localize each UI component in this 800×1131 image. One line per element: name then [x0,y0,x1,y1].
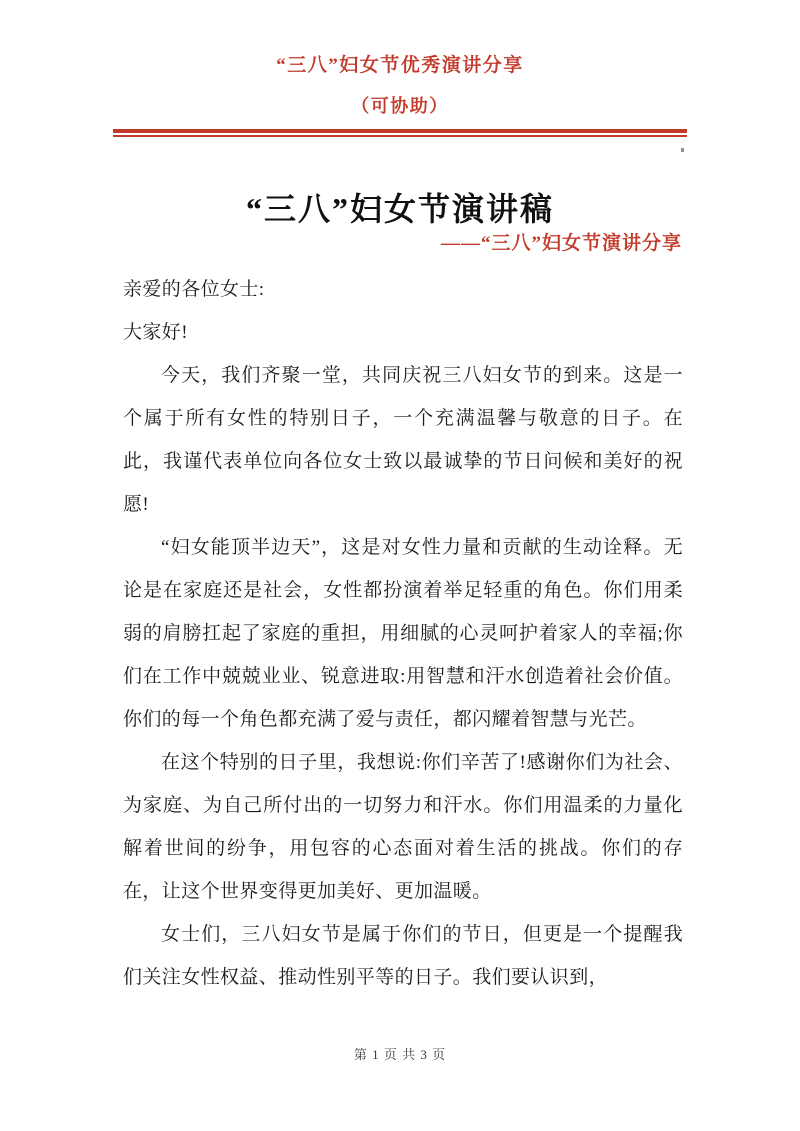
document-body [123,268,683,999]
title-byline: ——“三八”妇女节演讲分享 [440,233,682,254]
scan-artifact-speck [681,148,684,152]
paragraph-rights: 女士们，三八妇女节是属于你们的节日，但更是一个提醒我们关注女性权益、推动性别平等的日子。我们要认识到， [123,924,683,988]
header-subtitle: （可协助） [351,96,449,116]
paragraph-half-the-sky: “妇女能顶半边天”，这是对女性力量和贡献的生动诠释。无论是在家庭还是社会，女性都扮演着举足轻重的角色。你们用柔弱的肩膀扛起了家庭的重担，用细腻的心灵呵护着家人的幸福;你们在工作中兢兢业业、锐意进取:用智慧和汗水创造着社会价值。你们的每一个角色都充满了爱与责任，都闪耀着智慧与光芒。 [123,537,683,730]
paragraph-thanks: 在这个特别的日子里，我想说:你们辛苦了!感谢你们为社会、为家庭、为自己所付出的一切努力和汗水。你们用温柔的力量化解着世间的纷争，用包容的心态面对着生活的挑战。你们的存在，让这个世界变得更加美好、更加温暖。 [123,752,683,902]
page-title: “三八”妇女节演讲稿 [245,191,554,228]
header-divider-rule [113,129,687,138]
document-header [0,56,800,115]
page-footer: 第 1 页 共 3 页 [353,1047,447,1062]
paragraph-greeting: 大家好! [123,322,188,343]
paragraph-opening: 今天，我们齐聚一堂，共同庆祝三八妇女节的到来。这是一个属于所有女性的特别日子，一个充满温馨与敬意的日子。在此，我谨代表单位向各位女士致以最诚挚的节日问候和美好的祝愿! [123,365,683,515]
divider-bar-bottom [113,135,687,137]
paragraph-salutation: 亲爱的各位女士: [123,279,265,300]
header-title: “三八”妇女节优秀演讲分享 [276,55,524,76]
